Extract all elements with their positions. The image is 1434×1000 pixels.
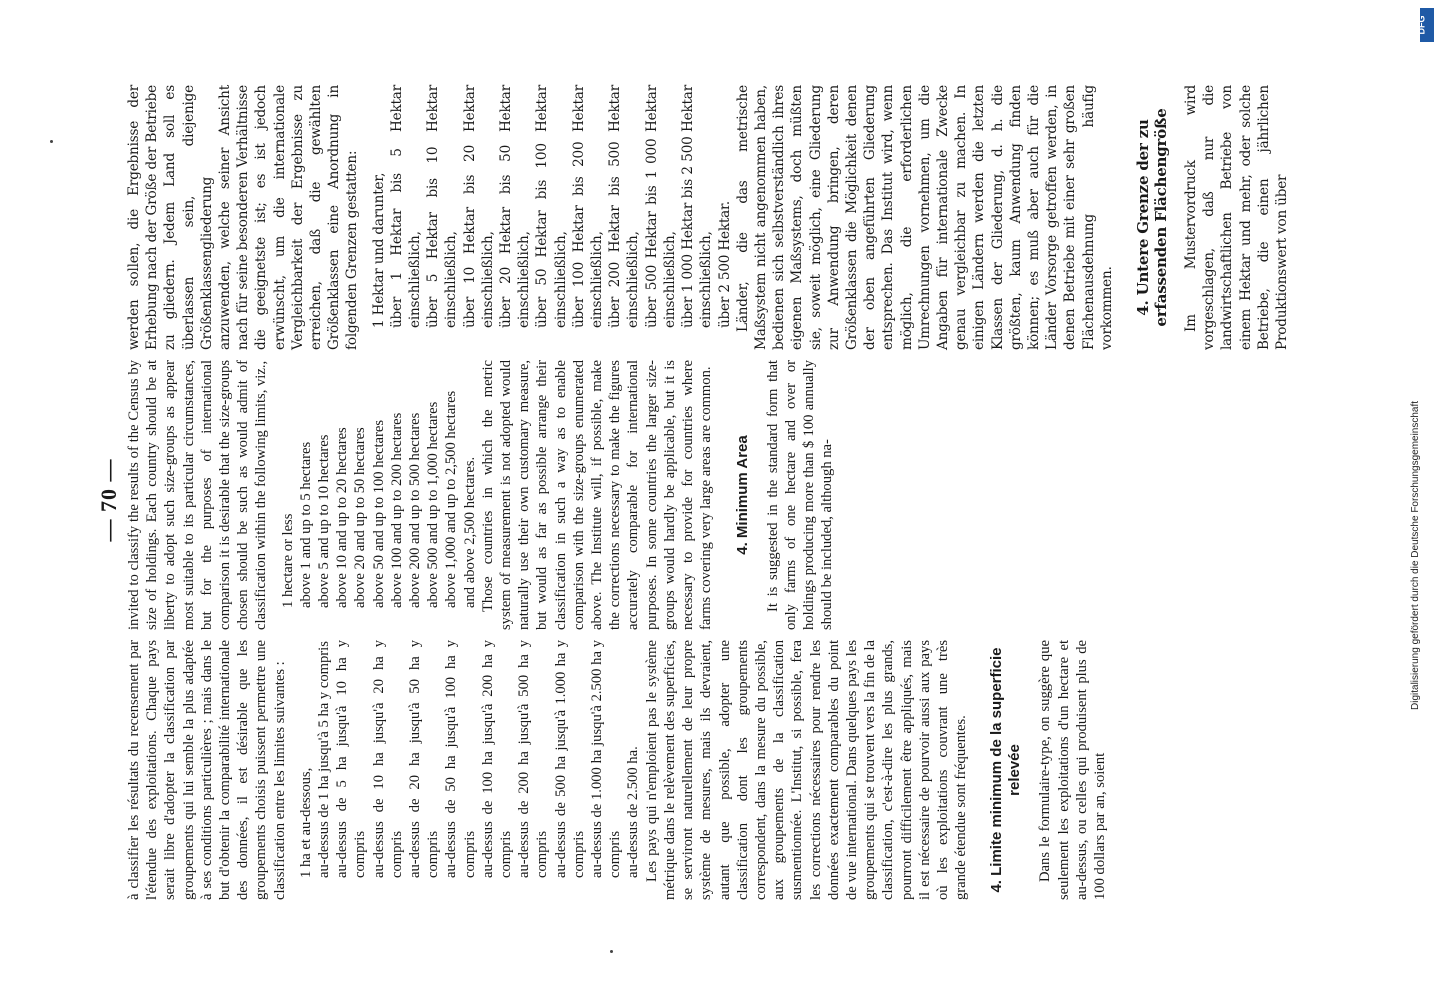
french-class-row: au-dessus de 500 ha jusqu'à 1.000 ha y compris <box>552 640 587 878</box>
english-class-row: above 20 and up to 50 hectares <box>352 427 369 608</box>
french-class-row: au-dessus de 100 ha jusqu'à 200 ha y compris <box>479 640 515 878</box>
french-paragraph: Les pays qui n'emploient pas le système métrique dans le relèvement des superficies, se serviront naturellement de leur propre système de mesures, mais ils devraient, autant que possible, adopter une classification dont les groupements correspondent, dans la mesure du possible, aux groupements de la classification susmentionnée. L'Institut, si possible, fera les corrections nécessaires pour rendre les données exactement comparables du point de vue international. Dans quelques pays les groupements qui se trouvent vers la fin de la classification, c'est-à-dire les plus grands, pourront difficilement être appliqués, mais il est nécessaire de pourvoir aussi aux pays où les exploitations couvrant une très grande étendue sont fréquentes. <box>643 640 970 900</box>
french-class-row: au-dessus de 2.500 ha. <box>625 746 642 878</box>
english-paragraph: It is suggested in the standard form that only farms of one hectare and over or holdings producing more than $ 100 annually should be included, although na- <box>764 360 836 630</box>
english-class-row: above 500 and up to 1,000 hectares <box>425 401 442 608</box>
english-class-row: above 1,000 and up to 2,500 hectares <box>443 390 460 608</box>
scan-speck <box>610 950 613 953</box>
german-section-heading: 4. Untere Grenze der zu erfassenden Flächengröße <box>1133 108 1170 327</box>
german-column <box>125 85 1291 350</box>
credit-text: Digitalisierung gefördert durch die Deutsche Forschungsgemeinschaft <box>1410 400 1421 710</box>
english-intro: invited to classify the results of the Census by size of holdings. Each country should be at liberty to adopt such size-groups as appear most suitable to its particular circumstances, but for the purposes of international comparison it is desirable that the size-groups chosen should be such as would admit of classification within the following limits, viz., <box>126 360 270 630</box>
german-class-row: über 1 000 Hektar bis 2 500 Hektar einschließlich, <box>680 85 715 328</box>
digitization-credit <box>1410 20 1424 980</box>
french-class-row: au-dessus de 200 ha jusqu'à 500 ha y compris <box>516 640 551 878</box>
german-class-row: über 500 Hektar bis 1 000 Hektar einschließlich, <box>643 85 678 328</box>
english-class-row: above 200 and up to 500 hectares <box>407 412 424 608</box>
german-class-row: über 200 Hektar bis 500 Hektar einschließlich, <box>607 85 642 328</box>
english-class-row: 1 hectare or less <box>279 513 296 608</box>
english-section-heading: 4. Minimum Area <box>733 435 751 555</box>
french-column <box>125 640 1109 900</box>
french-class-row: au-dessus de 1 ha jusqu'à 5 ha y compris <box>316 641 333 878</box>
french-class-row: au-dessus de 20 ha jusqu'à 50 ha y compris <box>407 640 442 878</box>
english-class-row: above 5 and up to 10 hectares <box>316 434 333 608</box>
scan-speck <box>50 140 53 143</box>
french-paragraph: Dans le formulaire-type, on suggère que seulement les exploitations d'un hectare et au-dessus, ou celles qui produisent plus de 100 dollars par an, soient <box>1037 640 1108 900</box>
french-class-row: au-dessus de 5 ha jusqu'à 10 ha y compris <box>334 640 369 878</box>
german-class-row: über 50 Hektar bis 100 Hektar einschließlich, <box>534 85 569 328</box>
english-class-row: above 100 and up to 200 hectares <box>388 412 405 608</box>
german-class-row: 1 Hektar und darunter, <box>370 172 387 328</box>
german-intro: werden sollen, die Ergebnisse der Erhebung nach der Größe der Betriebe zu gliedern. Jedem Land soll es überlassen sein, diejenige Größenklassengliederung anzuwenden, welche seiner Ansicht nach für seine besonderen Verhältnisse die geeignetste ist; es ist jedoch erwünscht, um die internationale Vergleichbarkeit der Ergebnisse zu erreichen, daß die gewählten Größenklassen eine Anordnung in folgenden Grenzen gestatten: <box>126 85 361 350</box>
french-class-row: 1 ha et au-dessous, <box>297 767 314 878</box>
dfg-logo: DFG <box>1420 8 1434 42</box>
english-column <box>125 360 836 630</box>
french-intro: à classifier les résultats du recensement par l'étendue des exploitations. Chaque pays serait libre d'adopter la classification par groupements qui lui semble la plus adaptée à ses conditions particulières ; mais dans le but d'obtenir la comparabilité internationale des données, il est désirable que les groupements choisis puissent permettre une classification entre les limites suivantes : <box>126 640 288 900</box>
english-class-row: and above 2,500 hectares. <box>461 456 478 608</box>
german-class-row: über 1 Hektar bis 5 Hektar einschließlich, <box>388 85 424 328</box>
page-number: — 70 — <box>96 458 121 542</box>
english-class-row: above 50 and up to 100 hectares <box>370 419 387 608</box>
french-class-row: au-dessus de 10 ha jusqu'à 20 ha y compris <box>370 640 405 878</box>
german-class-row: über 2 500 Hektar. <box>716 201 733 328</box>
german-paragraph: Im Mustervordruck wird vorgeschlagen, daß nur die landwirtschaftlichen Betriebe von einem Hektar und mehr, oder solche Betriebe, die einen jährlichen Produktionswert von über <box>1182 85 1290 350</box>
french-class-row: au-dessus de 1.000 ha jusqu'à 2.500 ha y compris <box>589 640 624 878</box>
german-class-row: über 10 Hektar bis 20 Hektar einschließlich, <box>461 85 496 328</box>
german-class-row: über 5 Hektar bis 10 Hektar einschließlich, <box>425 85 460 328</box>
french-class-row: au-dessus de 50 ha jusqu'à 100 ha y compris <box>443 640 478 878</box>
english-class-row: above 1 and up to 5 hectares <box>297 441 314 608</box>
german-paragraph: Länder, die das metrische Maßsystem nicht angenommen haben, bedienen sich selbstverständlich ihres eigenen Maßsystems, doch müßten sie, soweit möglich, eine Gliederung zur Anwendung bringen, deren Größenklassen die Möglichkeit denen der oben angeführten Gliederung entsprechen. Das Institut wird, wenn möglich, die erforderlichen Umrechnungen vornehmen, um die Angaben für internationale Zwecke genau vergleichbar zu machen. In einigen Ländern werden die letzten Klassen der Gliederung, d. h. die größten, kaum Anwendung finden können; es muß aber auch für die Länder Vorsorge getroffen werden, in denen Betriebe mit einer sehr großen Flächenausdehnung häufig vorkommen. <box>734 85 1115 350</box>
german-class-row: über 20 Hektar bis 50 Hektar einschließlich, <box>498 85 533 328</box>
german-class-row: über 100 Hektar bis 200 Hektar einschließlich, <box>570 85 606 328</box>
french-section-heading: 4. Limite minimum de la superficie relevée <box>988 647 1024 893</box>
english-paragraph: Those countries in which the metric system of measurement is not adopted would naturally use their own customary measure, but would as far as possible arrange their classification in such a way as to enable comparison with the size-groups enumerated above. The Institute will, if possible, make the corrections necessary to make the figures accurately comparable for international purposes. In some countries the larger size-groups would hardly be applicable, but it is necessary to provide for countries where farms covering very large areas are common. <box>479 360 715 630</box>
english-class-row: above 10 and up to 20 hectares <box>334 427 351 608</box>
